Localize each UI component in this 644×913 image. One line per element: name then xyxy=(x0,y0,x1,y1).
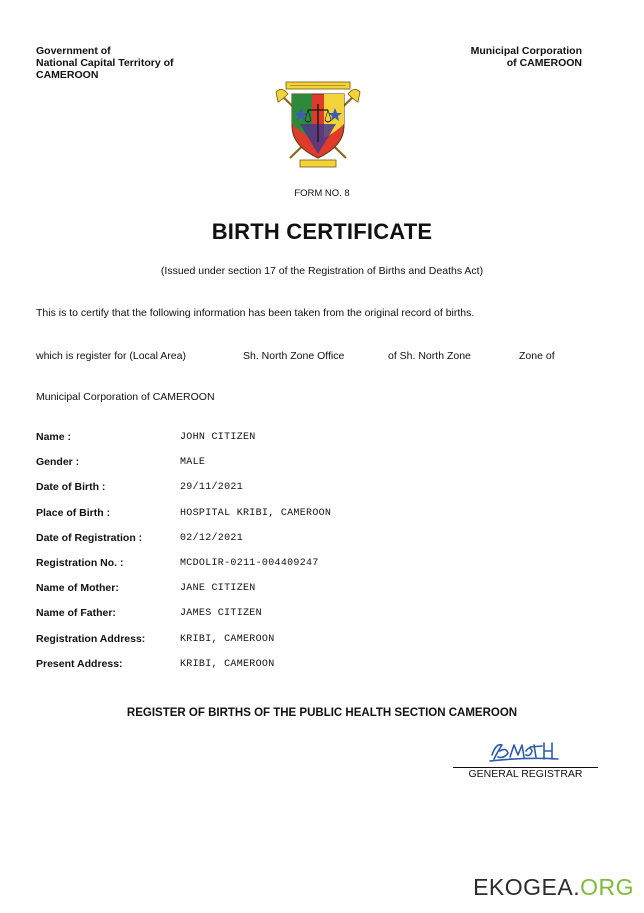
field-label: Registration Address: xyxy=(36,632,146,645)
field-value: MCDOLIR-0211-004409247 xyxy=(180,557,319,569)
header-line: of CAMEROON xyxy=(506,57,582,69)
field-label: Registration No. : xyxy=(36,556,124,569)
field-label: Date of Registration : xyxy=(36,531,143,544)
header-line: National Capital Territory of xyxy=(36,57,174,69)
field-value: KRIBI, CAMEROON xyxy=(180,633,275,645)
issued-under-text: (Issued under section 17 of the Registration of Births and Deaths Act) xyxy=(160,265,484,277)
field-label: Name : xyxy=(36,431,72,443)
page-title: BIRTH CERTIFICATE xyxy=(211,219,433,244)
field-label: Place of Birth : xyxy=(36,506,111,519)
field-value: HOSPITAL KRIBI, CAMEROON xyxy=(180,507,332,519)
header-line: CAMEROON xyxy=(36,69,99,81)
field-label: Present Address: xyxy=(36,657,123,670)
watermark xyxy=(473,874,634,901)
local-area-office: Sh. North Zone Office xyxy=(243,350,345,362)
field-value: KRIBI, CAMEROON xyxy=(180,658,275,670)
field-value: JOHN CITIZEN xyxy=(180,432,256,443)
municipal-corporation-line: Municipal Corporation of CAMEROON xyxy=(36,391,215,403)
general-registrar-label: GENERAL REGISTRAR xyxy=(468,768,583,780)
field-value: JANE CITIZEN xyxy=(180,583,256,595)
coat-of-arms-emblem xyxy=(274,80,362,170)
register-for-label: which is register for (Local Area) xyxy=(36,350,186,362)
field-label: Date of Birth : xyxy=(36,481,106,494)
form-number: FORM NO. 8 xyxy=(294,188,350,199)
certify-statement: This is to certify that the following information has been taken from the original record of births. xyxy=(36,307,475,319)
field-value: 02/12/2021 xyxy=(180,532,244,544)
header-line: Municipal Corporation xyxy=(470,45,582,57)
field-value: 29/11/2021 xyxy=(180,482,244,494)
field-value: JAMES CITIZEN xyxy=(180,608,262,620)
zone-of-label: Zone of xyxy=(519,350,555,362)
field-label: Name of Father: xyxy=(36,607,116,620)
zone-name: of Sh. North Zone xyxy=(388,350,471,362)
header-line: Government of xyxy=(36,45,111,57)
field-label: Gender : xyxy=(36,456,80,469)
watermark-name: EKOGEA. xyxy=(473,874,581,900)
header-government xyxy=(36,45,174,81)
field-value: MALE xyxy=(180,457,206,469)
header-municipal xyxy=(471,45,582,69)
field-label: Name of Mother: xyxy=(36,582,119,595)
registrar-signature xyxy=(486,737,566,765)
register-title: REGISTER OF BIRTHS OF THE PUBLIC HEALTH SECTION CAMEROON xyxy=(126,707,518,719)
watermark-tld: ORG xyxy=(580,874,634,900)
